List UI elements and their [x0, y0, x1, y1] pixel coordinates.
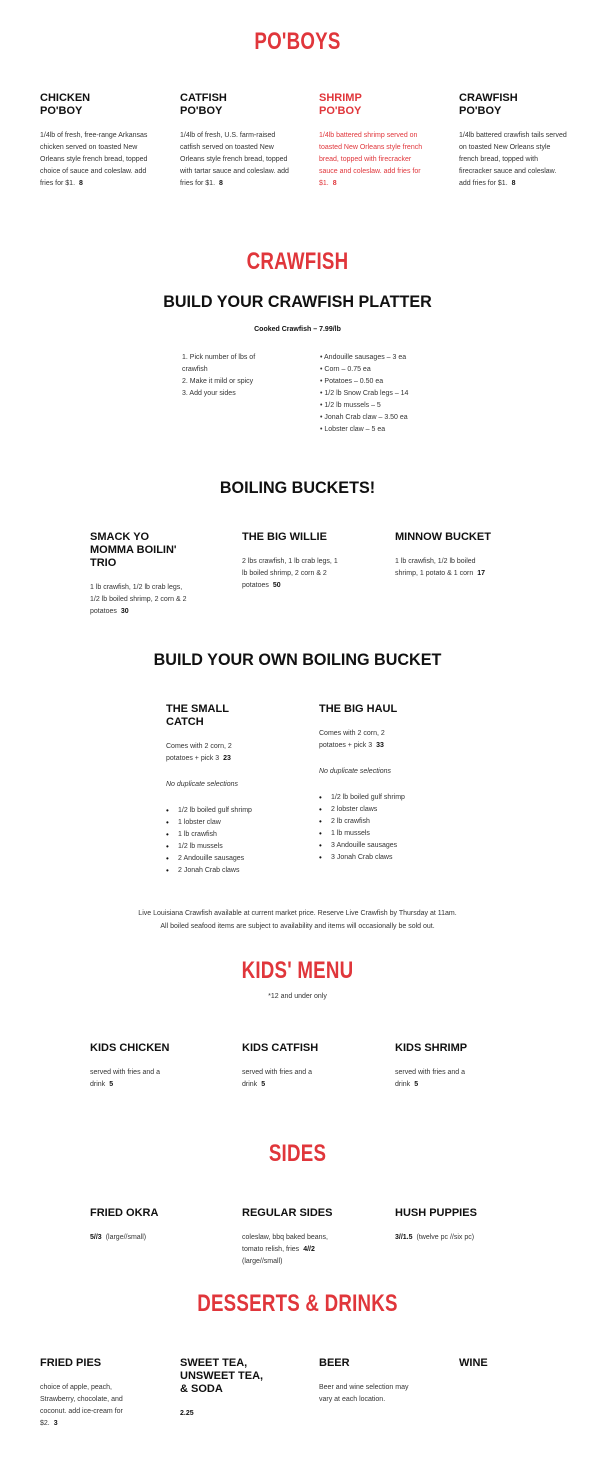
- item-desc: served with fries and a drink 5: [395, 1069, 466, 1088]
- item-desc: Beer and wine selection may vary at each location.: [319, 1384, 409, 1403]
- item-name: MINNOW BUCKET: [395, 531, 491, 543]
- item-price: 4//2: [303, 1246, 315, 1253]
- step-item: 2. Make it mild or spicy: [182, 378, 254, 385]
- item-price: 5: [414, 1081, 419, 1088]
- item-price: 8: [219, 180, 223, 187]
- menu-item-beer: [319, 1357, 409, 1406]
- menu-item-fried-okra: [90, 1207, 210, 1244]
- item-price: 3//1.5: [395, 1234, 413, 1241]
- step-item: 1. Pick number of lbs of crawfish: [182, 354, 256, 373]
- item-price: 8: [79, 180, 83, 187]
- menu-item-catfish-poboy: [180, 92, 290, 190]
- side-item: • Lobster claw – 5 ea: [320, 426, 386, 433]
- option-item: • 3 Andouille sausages: [319, 840, 439, 852]
- menu-item-crawfish-poboy: [459, 92, 569, 190]
- menu-item-smack-yo-momma: [90, 531, 190, 618]
- menu-item-hush-puppies: [395, 1207, 545, 1244]
- item-desc: 1/4lb battered crawfish tails served on toasted New Orleans style french bread, topped with firecracker sauce and coleslaw. add fries for $1. 8: [459, 132, 567, 187]
- item-price: 5: [261, 1081, 266, 1088]
- item-name: SWEET TEA, UNSWEET TEA, & SODA: [180, 1357, 264, 1395]
- option-item: • 1 lb crawfish: [166, 829, 286, 841]
- item-price: 5: [109, 1081, 114, 1088]
- menu-item-big-haul: [319, 703, 439, 864]
- no-duplicate-note: No duplicate selections: [166, 781, 238, 788]
- item-desc: 3//1.5 (twelve pc //six pc): [395, 1234, 475, 1241]
- item-desc: 5//3 (large//small): [90, 1234, 147, 1241]
- menu-item-regular-sides: [242, 1207, 342, 1268]
- item-desc: 1/4lb of fresh, free-range Arkansas chicken served on toasted New Orleans style french bread, topped choice of sauce and coleslaw. add fries for $1. 8: [40, 132, 148, 187]
- item-name: REGULAR SIDES: [242, 1207, 333, 1219]
- menu-item-big-willie: [242, 531, 342, 592]
- side-item: • Jonah Crab claw – 3.50 ea: [320, 414, 408, 421]
- option-item: • 1/2 lb mussels: [166, 841, 286, 853]
- kids-menu-title: KIDS' MENU: [241, 957, 354, 984]
- item-price: 2.25: [180, 1410, 194, 1417]
- item-name: BEER: [319, 1357, 350, 1369]
- menu-item-kids-chicken: [90, 1042, 180, 1091]
- side-item: • 1/2 lb Snow Crab legs – 14: [320, 390, 409, 397]
- option-item: • 3 Jonah Crab claws: [319, 852, 439, 864]
- platter-steps: [182, 352, 282, 400]
- item-name: KIDS CATFISH: [242, 1042, 319, 1054]
- menu-item-minnow-bucket: [395, 531, 495, 580]
- item-name: THE BIG WILLIE: [242, 531, 327, 543]
- boiling-buckets-title: BOILING BUCKETS!: [219, 478, 376, 497]
- cooked-crawfish-price: Cooked Crawfish – 7.99/lb: [254, 326, 341, 333]
- menu-item-small-catch: [166, 703, 286, 877]
- item-name: FRIED PIES: [40, 1357, 102, 1369]
- option-item: • 2 lobster claws: [319, 804, 439, 816]
- item-name: CRAWFISH PO'BOY: [459, 92, 518, 117]
- item-name: SHRIMP PO'BOY: [319, 92, 362, 117]
- item-desc: Comes with 2 corn, 2 potatoes + pick 3 23: [166, 743, 232, 762]
- poboys-title: PO'BOYS: [254, 28, 341, 55]
- item-price: 17: [477, 570, 486, 577]
- item-price: 30: [120, 608, 129, 615]
- option-item: • 1 lobster claw: [166, 817, 286, 829]
- menu-item-chicken-poboy: [40, 92, 150, 190]
- option-item: • 1 lb mussels: [319, 828, 439, 840]
- item-desc: 2 lbs crawfish, 1 lb crab legs, 1 lb boiled shrimp, 2 corn & 2 potatoes 50: [242, 558, 338, 589]
- step-item: 3. Add your sides: [182, 390, 236, 397]
- item-name: CATFISH PO'BOY: [180, 92, 227, 117]
- option-item: • 1/2 lb boiled gulf shrimp: [166, 805, 286, 817]
- menu-item-fried-pies: [40, 1357, 130, 1430]
- menu-item-kids-shrimp: [395, 1042, 485, 1091]
- item-desc: choice of apple, peach, Strawberry, chocolate, and coconut. add ice-cream for $2. 3: [40, 1384, 123, 1427]
- side-item: • Corn – 0.75 ea: [320, 366, 371, 373]
- item-desc: 1/4lb battered shrimp served on toasted New Orleans style french bread, topped with firecracker sauce and coleslaw. add fries for $1. 8: [319, 132, 423, 187]
- desserts-title: DESSERTS & DRINKS: [197, 1290, 398, 1317]
- item-desc: 1/4lb of fresh, U.S. farm-raised catfish served on toasted New Orleans style french bread, topped with tartar sauce and coleslaw. add fries for $1. 8: [180, 132, 289, 187]
- option-item: • 2 lb crawfish: [319, 816, 439, 828]
- platter-title: BUILD YOUR CRAWFISH PLATTER: [163, 292, 432, 311]
- item-name: HUSH PUPPIES: [395, 1207, 477, 1219]
- item-desc: 1 lb crawfish, 1/2 lb crab legs, 1/2 lb boiled shrimp, 2 corn & 2 potatoes 30: [90, 584, 187, 615]
- item-name: THE SMALL CATCH: [166, 703, 229, 728]
- item-price: 5//3: [90, 1234, 102, 1241]
- item-desc: served with fries and a drink 5: [90, 1069, 161, 1088]
- availability-note: All boiled seafood items are subject to availability and items will occasionally be sold out.: [160, 923, 435, 930]
- platter-sides: [320, 352, 420, 436]
- item-price: 50: [272, 582, 281, 589]
- menu-item-wine: [459, 1357, 549, 1370]
- menu-item-tea-soda: [180, 1357, 290, 1420]
- option-item: • 2 Jonah Crab claws: [166, 865, 286, 877]
- option-item: • 1/2 lb boiled gulf shrimp: [319, 792, 439, 804]
- item-price: 3: [53, 1420, 58, 1427]
- item-name: SMACK YO MOMMA BOILIN' TRIO: [90, 531, 177, 569]
- crawfish-title: CRAWFISH: [246, 248, 349, 275]
- item-price: 23: [223, 755, 231, 762]
- no-duplicate-note: No duplicate selections: [319, 768, 391, 775]
- menu-item-kids-catfish: [242, 1042, 332, 1091]
- menu-item-shrimp-poboy: [319, 92, 429, 190]
- item-name: KIDS SHRIMP: [395, 1042, 468, 1054]
- item-desc: Comes with 2 corn, 2 potatoes + pick 3 33: [319, 730, 385, 749]
- item-price: 8: [332, 180, 337, 187]
- option-item: • 2 Andouille sausages: [166, 853, 286, 865]
- item-desc: 1 lb crawfish, 1/2 lb boiled shrimp, 1 potato & 1 corn 17: [395, 558, 486, 577]
- item-name: CHICKEN PO'BOY: [40, 92, 91, 117]
- item-name: WINE: [459, 1357, 488, 1369]
- item-name: FRIED OKRA: [90, 1207, 159, 1219]
- item-desc: served with fries and a drink 5: [242, 1069, 313, 1088]
- kids-age-note: *12 and under only: [268, 993, 327, 1000]
- bucket-options: [319, 792, 439, 864]
- bucket-options: [166, 805, 286, 877]
- item-price: 8: [511, 180, 516, 187]
- side-item: • 1/2 lb mussels – 5: [320, 402, 381, 409]
- side-item: • Andouille sausages – 3 ea: [320, 354, 407, 361]
- item-name: KIDS CHICKEN: [90, 1042, 170, 1054]
- side-item: • Potatoes – 0.50 ea: [320, 378, 384, 385]
- sides-title: SIDES: [268, 1140, 327, 1167]
- item-name: THE BIG HAUL: [319, 703, 398, 715]
- build-own-title: BUILD YOUR OWN BOILING BUCKET: [153, 650, 442, 669]
- item-desc: [180, 1408, 290, 1420]
- item-price: 33: [376, 742, 384, 749]
- live-crawfish-note: Live Louisiana Crawfish available at current market price. Reserve Live Crawfish by Thursday at 11am.: [138, 910, 457, 917]
- item-desc: coleslaw, bbq baked beans, tomato relish, fries 4//2 (large//small): [242, 1234, 329, 1265]
